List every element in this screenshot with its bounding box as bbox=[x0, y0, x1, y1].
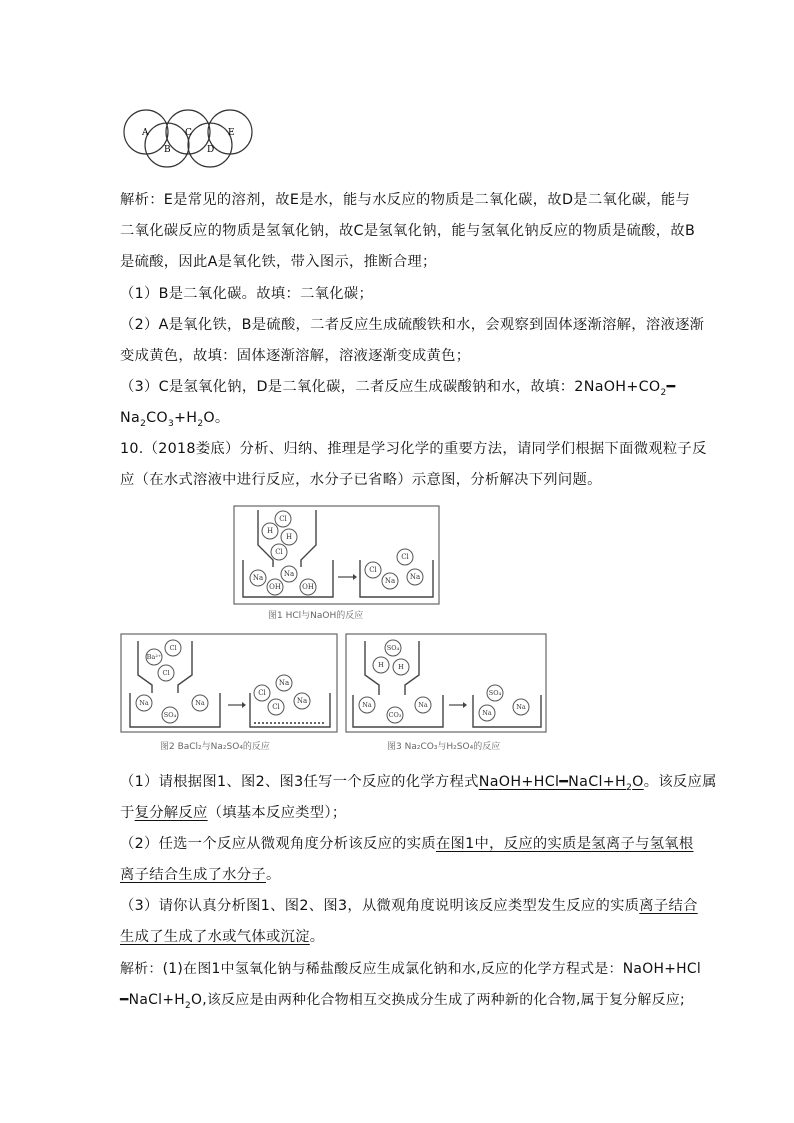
f1-ion-cl1: Cl bbox=[279, 515, 287, 523]
solution1-line2: 二氧化碳反应的物质是氢氧化钠，故C是氢氧化钠，能与氢氧化钠反应的物质是硫酸，故B bbox=[120, 223, 696, 239]
answer3-line2: 生成了生成了水或气体或沉淀。 bbox=[120, 929, 325, 945]
f1-ion-oh2: OH bbox=[302, 583, 314, 591]
f2-ion-cl2: Cl bbox=[162, 669, 170, 677]
f1-ion-na1: Na bbox=[252, 574, 264, 582]
figure3-na2co3-h2so4 bbox=[345, 633, 550, 757]
answer1-equation: $NaOH+HCl━NaCl+H_2O$ bbox=[478, 774, 644, 793]
f2-ion-ba: Ba²⁺ bbox=[146, 653, 162, 661]
solution2-line1: 解析：(1)在图1中氢氧化钠与稀盐酸反应生成氯化钠和水,反应的化学方程式是：NaOH+HCl bbox=[120, 961, 702, 977]
f3-ion-h2: H bbox=[398, 663, 404, 671]
f2-after-na2: Na bbox=[296, 697, 308, 705]
f3-ion-co3: CO₃ bbox=[388, 711, 402, 719]
f1-ion-h1: H bbox=[266, 527, 274, 535]
question10-line1: 10.（2018娄底）分析、归纳、推理是学习化学的重要方法，请同学们根据下面微观粒子反 bbox=[120, 441, 707, 457]
f3-after-na2: Na bbox=[516, 703, 526, 711]
ring-diagram bbox=[120, 105, 265, 170]
ring-label-b: B bbox=[164, 145, 171, 155]
answer1-line2: 于复分解反应（填基本反应类型）； bbox=[120, 805, 347, 821]
ring-label-a: A bbox=[142, 128, 149, 138]
solution1-line8: $Na_2CO_3+H_2O$。 bbox=[120, 410, 230, 429]
answer2-text: 在图1中，反应的实质是氢离子与氢氧根 bbox=[435, 836, 694, 852]
f1-after-cl1: Cl bbox=[369, 566, 377, 574]
solution1-line3: 是硫酸，因此A是氧化铁，带入图示，推断合理； bbox=[120, 254, 437, 270]
figure3-caption: 图3 Na₂CO₃与H₂SO₄的反应 bbox=[387, 742, 501, 752]
f1-after-na2: Na bbox=[409, 573, 421, 581]
f3-ion-h1: H bbox=[378, 661, 384, 669]
answer2-text2: 离子结合生成了水分子 bbox=[120, 867, 266, 883]
f3-ion-na2: Na bbox=[418, 701, 428, 709]
answer3-text: 离子结合 bbox=[639, 898, 698, 914]
f2-ion-cl1: Cl bbox=[169, 644, 177, 652]
ring-label-d: D bbox=[207, 145, 215, 155]
f1-ion-h2: H bbox=[285, 533, 293, 541]
solution1-line7: （3）C是氢氧化钠，D是二氧化碳，二者反应生成碳酸钠和水，故填：$2NaOH+CO_2━$ bbox=[120, 379, 676, 398]
f2-ion-so4: SO₄ bbox=[163, 711, 177, 719]
f3-after-so4: SO₄ bbox=[488, 689, 502, 697]
ring-label-c: C bbox=[185, 128, 192, 138]
f2-ion-na1: Na bbox=[139, 699, 149, 707]
f2-after-cl2: Cl bbox=[272, 703, 280, 711]
solution1-line4: （1）B是二氧化碳。故填：二氧化碳； bbox=[120, 286, 374, 302]
answer1-line1: （1）请根据图1、图2、图3任写一个反应的化学方程式$NaOH+HCl━NaCl+H_2O$。该反应属 bbox=[120, 774, 717, 793]
f1-ion-na2: Na bbox=[283, 570, 295, 578]
f1-ion-oh1: OH bbox=[269, 583, 281, 591]
solution1-line5: （2）A是氧化铁，B是硫酸，二者反应生成硫酸铁和水，会观察到固体逐渐溶解，溶液逐渐 bbox=[120, 317, 705, 333]
answer3-line1: （3）请你认真分析图1、图2、图3，从微观角度说明该反应类型发生反应的实质离子结合 bbox=[120, 898, 698, 914]
f2-after-na1: Na bbox=[278, 679, 290, 687]
f3-after-na1: Na bbox=[482, 709, 492, 717]
answer1-reaction-type: 复分解反应 bbox=[134, 805, 208, 821]
answer2-line2: 离子结合生成了水分子。 bbox=[120, 867, 281, 883]
figure1-caption: 图1 HCl与NaOH的反应 bbox=[268, 611, 364, 621]
f2-after-cl1: Cl bbox=[258, 689, 266, 697]
answer2-line1: （2）任选一个反应从微观角度分析该反应的实质在图1中，反应的实质是氢离子与氢氧根 bbox=[120, 836, 694, 852]
figure2-bacl2-na2so4 bbox=[120, 633, 340, 757]
f1-after-na1: Na bbox=[384, 577, 396, 585]
question10-line2: 应（在水式溶液中进行反应，水分子已省略）示意图，分析解决下列问题。 bbox=[120, 472, 602, 488]
figure1-hcl-naoh bbox=[233, 505, 441, 625]
f3-ion-na1: Na bbox=[362, 701, 372, 709]
answer3-text2: 生成了生成了水或气体或沉淀 bbox=[120, 929, 310, 945]
f2-ion-na2: Na bbox=[195, 699, 205, 707]
solution1-line6: 变成黄色，故填：固体逐渐溶解，溶液逐渐变成黄色； bbox=[120, 348, 471, 364]
ring-label-e: E bbox=[228, 128, 235, 138]
solution2-line2: $━NaCl+H_2O$,该反应是由两种化合物相互交换成分生成了两种新的化合物,属于复分解反应; bbox=[120, 992, 685, 1011]
figure2-caption: 图2 BaCl₂与Na₂SO₄的反应 bbox=[160, 742, 270, 752]
f1-after-cl2: Cl bbox=[401, 553, 409, 561]
f3-ion-so4: SO₄ bbox=[386, 644, 400, 652]
f1-ion-cl2: Cl bbox=[275, 548, 283, 556]
solution1-line1: 解析：E是常见的溶剂，故E是水，能与水反应的物质是二氧化碳，故D是二氧化碳，能与 bbox=[120, 192, 691, 208]
